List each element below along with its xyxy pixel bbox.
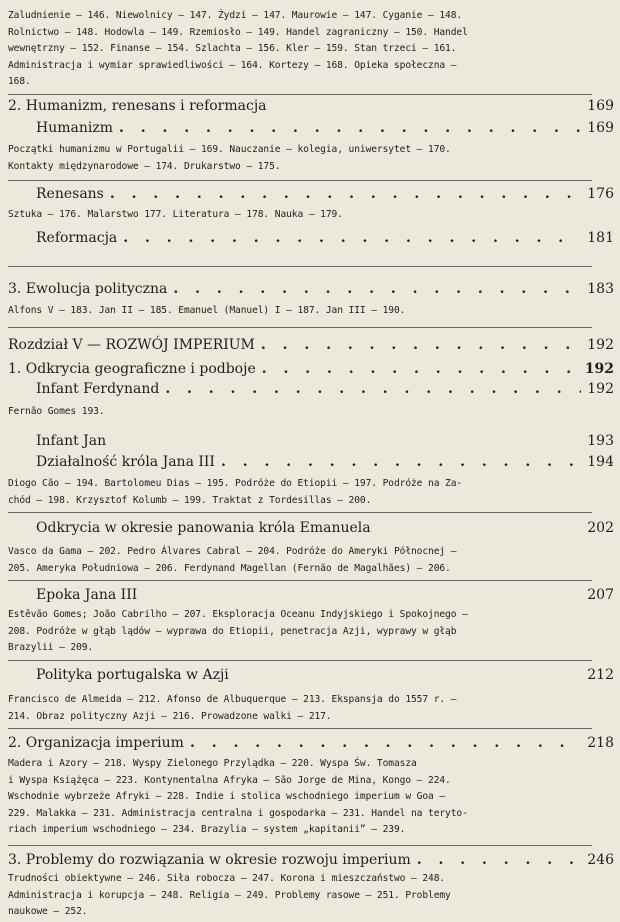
subtopic-line: naukowe — 252. xyxy=(8,906,88,917)
subtopic-line: Madera i Azory — 218. Wyspy Zielonego Przylądka — 220. Wyspa Św. Tomasza xyxy=(8,758,417,769)
intro-subtopics xyxy=(8,8,564,91)
subtopics-renesans xyxy=(8,207,564,224)
subtopics-organizacja-imperium xyxy=(8,756,564,839)
toc-section-humanizm-renesans-reformacja xyxy=(8,98,614,120)
page-number: 169 xyxy=(587,120,614,136)
toc-subsection-odkrycia-emanuela xyxy=(36,520,614,546)
toc-section-organizacja-imperium xyxy=(8,735,614,757)
page-number: 192 xyxy=(584,361,614,377)
subtopic-line: 229. Malakka — 231. Administracja centralna i gospodarka — 231. Handel na teryto- xyxy=(8,807,468,819)
toc-subsection-dzialalnosc-jana-iii xyxy=(36,454,614,476)
toc-subsection-renesans xyxy=(36,180,614,208)
subtopic-line: Trudności obiektywne — 246. Siła robocza — 247. Korona i mieszczaństwo — 248. xyxy=(8,873,446,884)
section-title: 3. Problemy do rozwiązania w okresie rozwoju imperium xyxy=(8,852,411,868)
page-number: 194 xyxy=(587,454,614,470)
subtopic-line: Fernão Gomes 193. xyxy=(8,406,105,417)
dot-leader xyxy=(173,281,581,297)
page-number: 202 xyxy=(587,520,614,536)
subtopic-line: Administracja i wymiar sprawiedliwości — 164. Kortezy — 168. Opieka społeczna — xyxy=(8,59,457,71)
subtopic-line: Alfons V — 183. Jan II — 185. Emanuel (Manuel) I — 187. Jan III — 190. xyxy=(8,305,406,316)
subtopic-line: Sztuka — 176. Malarstwo 177. Literatura — 178. Nauka — 179. xyxy=(8,209,343,220)
divider xyxy=(8,660,592,661)
page-number: 181 xyxy=(587,230,614,246)
dot-leader xyxy=(221,454,581,470)
subtopic-line: Początki humanizmu w Portugalii — 169. Nauczanie — kolegia, uniwersytet — 170. xyxy=(8,144,451,155)
subtopic-line: Rolnictwo — 148. Hodowla — 149. Rzemiosło — 149. Handel zagraniczny — 150. Handel xyxy=(8,26,468,38)
section-title: Infant Jan xyxy=(36,433,107,449)
subtopic-line: 214. Obraz polityczny Azji — 216. Prowadzone walki — 217. xyxy=(8,710,332,722)
section-title: 1. Odkrycia geograficzne i podboje xyxy=(8,361,256,377)
divider xyxy=(8,845,592,846)
subtopic-line: Francisco de Almeida — 212. Afonso de Albuquerque — 213. Ekspansja do 1557 r. — xyxy=(8,694,457,705)
chapter-title: Rozdział V — ROZWÓJ IMPERIUM xyxy=(8,337,255,353)
divider xyxy=(8,512,592,513)
subtopic-line: Estêvão Gomes; João Cabrilho — 207. Eksploracja Oceanu Indyjskiego i Spokojnego — xyxy=(8,609,468,620)
subtopics-dzialalnosc-jana xyxy=(8,476,564,509)
dot-leader xyxy=(165,381,581,397)
toc-subsection-infant-jan xyxy=(36,433,614,455)
page-number: 246 xyxy=(587,852,614,868)
section-title: 3. Ewolucja polityczna xyxy=(8,281,168,297)
section-title: Humanizm xyxy=(36,120,113,136)
dot-leader xyxy=(417,852,581,868)
toc-subsection-epoka-jana-iii xyxy=(36,587,614,609)
toc-chapter-rozwoj-imperium xyxy=(8,337,614,359)
subtopic-line: i Wyspa Książęca — 223. Kontynentalna Afryka — São Jorge de Mina, Kongo — 224. xyxy=(8,774,451,786)
subtopic-line: 168. xyxy=(8,76,31,87)
page-number: 192 xyxy=(587,337,614,353)
page-number: 183 xyxy=(587,281,614,297)
page-number: 207 xyxy=(587,587,614,603)
subtopics-infant-ferdynand xyxy=(8,404,564,421)
subtopics-problemy xyxy=(8,871,564,921)
subtopic-line: Zaludnienie — 146. Niewolnicy — 147. Żydzi — 147. Maurowie — 147. Cyganie — 148. xyxy=(8,10,463,21)
subtopics-polityka-w-azji xyxy=(8,692,564,725)
page-number: 193 xyxy=(587,433,614,449)
section-title: Działalność króla Jana III xyxy=(36,454,215,470)
subtopics-humanizm xyxy=(8,142,564,175)
toc-section-odkrycia-geograficzne xyxy=(8,361,614,383)
section-title: 2. Humanizm, renesans i reformacja xyxy=(8,98,267,114)
toc-subsection-humanizm xyxy=(36,120,614,142)
section-title: Renesans xyxy=(36,186,104,202)
divider xyxy=(8,327,592,328)
subtopics-epoka-jana-iii xyxy=(8,607,564,657)
dot-leader xyxy=(262,361,579,377)
subtopic-line: riach imperium wschodniego — 234. Brazylia — system „kapitanii” — 239. xyxy=(8,824,406,835)
divider xyxy=(8,580,592,581)
section-title: Odkrycia w okresie panowania króla Emanuela xyxy=(36,520,371,536)
toc-subsection-infant-ferdynand xyxy=(36,381,614,403)
subtopic-line: Kontakty międzynarodowe — 174. Drukarstwo — 175. xyxy=(8,160,281,172)
section-title: 2. Organizacja imperium xyxy=(8,735,184,751)
subtopic-line: Vasco da Gama — 202. Pedro Álvares Cabral — 204. Podróże do Ameryki Północnej — xyxy=(8,546,457,557)
dot-leader xyxy=(110,186,581,202)
subtopic-line: 208. Podróże w głąb lądów — wyprawa do Etiopii, penetracja Azji, wyprawy w głąb xyxy=(8,625,457,637)
page-number: 176 xyxy=(587,186,614,202)
page-number: 212 xyxy=(587,667,614,683)
subtopic-line: Diogo Cão — 194. Bartolomeu Dias — 195. Podróże do Etiopii — 197. Podróże na Za- xyxy=(8,478,463,489)
dot-leader xyxy=(123,230,581,246)
subtopic-line: Brazylii — 209. xyxy=(8,642,94,653)
dot-leader xyxy=(119,120,581,136)
toc-subsection-reformacja xyxy=(36,230,614,252)
page-number: 192 xyxy=(587,381,614,397)
page-number: 169 xyxy=(587,98,614,114)
dot-leader xyxy=(190,735,581,751)
subtopics-odkrycia-emanuela xyxy=(8,544,564,577)
divider xyxy=(8,728,592,729)
subtopic-line: Wschodnie wybrzeże Afryki — 228. Indie i stolica wschodniego imperium w Goa — xyxy=(8,791,446,802)
divider xyxy=(8,266,592,267)
subtopics-ewolucja xyxy=(8,303,564,320)
dot-leader xyxy=(261,337,581,353)
section-title: Polityka portugalska w Azji xyxy=(36,667,229,683)
section-title: Infant Ferdynand xyxy=(36,381,160,397)
subtopic-line: 205. Ameryka Południowa — 206. Ferdynand Magellan (Fernão de Magalhães) — 206. xyxy=(8,562,451,574)
page-number: 218 xyxy=(587,735,614,751)
toc-subsection-polityka-w-azji xyxy=(36,667,614,689)
subtopic-line: chód — 198. Krzysztof Kolumb — 199. Traktat z Tordesillas — 200. xyxy=(8,494,372,506)
subtopic-line: Administracja i korupcja — 248. Religia — 249. Problemy rasowe — 251. Problemy xyxy=(8,889,451,901)
subtopic-line: wewnętrzny — 152. Finanse — 154. Szlachta — 156. Kler — 159. Stan trzeci — 161. xyxy=(8,43,457,54)
section-title: Epoka Jana III xyxy=(36,587,138,603)
section-title: Reformacja xyxy=(36,230,118,246)
toc-section-ewolucja-polityczna xyxy=(8,281,614,303)
divider xyxy=(8,94,592,95)
